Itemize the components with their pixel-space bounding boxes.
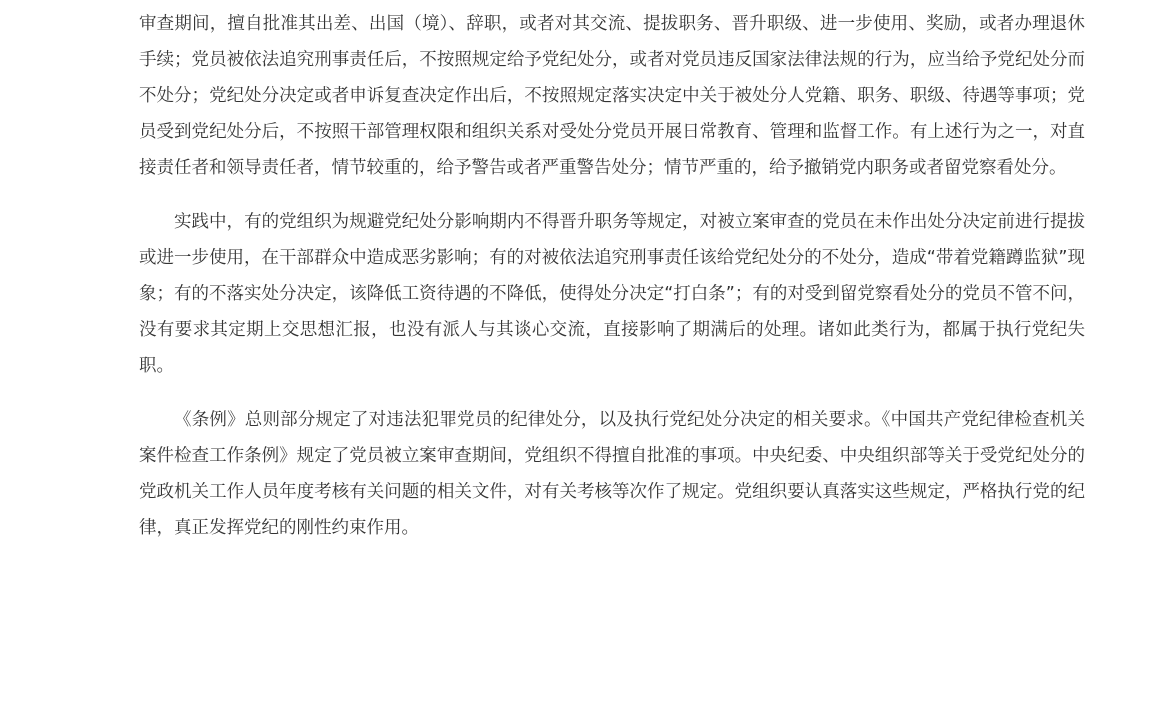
- article-paragraph-3: 《条例》总则部分规定了对违法犯罪党员的纪律处分，以及执行党纪处分决定的相关要求。《中国共产党纪律检查机关案件检查工作条例》规定了党员被立案审查期间，党组织不得擅自批准的事项。中央纪委、中央组织部等关于受党纪处分的党政机关工作人员年度考核有关问题的相关文件，对有关考核等次作了规定。党组织要认真落实这些规定，严格执行党的纪律，真正发挥党纪的刚性约束作用。: [139, 410, 1085, 538]
- article-paragraph-1: 审查期间，擅自批准其出差、出国（境）、辞职，或者对其交流、提拔职务、晋升职级、进一步使用、奖励，或者办理退休手续；党员被依法追究刑事责任后，不按照规定给予党纪处分，或者对党员违反国家法律法规的行为，应当给予党纪处分而不处分；党纪处分决定或者申诉复查决定作出后，不按照规定落实决定中关于被处分人党籍、职务、职级、待遇等事项；党员受到党纪处分后，不按照干部管理权限和组织关系对受处分党员开展日常教育、管理和监督工作。有上述行为之一，对直接责任者和领导责任者，情节较重的，给予警告或者严重警告处分；情节严重的，给予撤销党内职务或者留党察看处分。: [139, 14, 1085, 178]
- article-body: [139, 6, 1085, 564]
- article-paragraph-2: 实践中，有的党组织为规避党纪处分影响期内不得晋升职务等规定，对被立案审查的党员在未作出处分决定前进行提拔或进一步使用，在干部群众中造成恶劣影响；有的对被依法追究刑事责任该给党纪处分的不处分，造成“带着党籍蹲监狱”现象；有的不落实处分决定，该降低工资待遇的不降低，使得处分决定“打白条”；有的对受到留党察看处分的党员不管不问，没有要求其定期上交思想汇报，也没有派人与其谈心交流，直接影响了期满后的处理。诸如此类行为，都属于执行党纪失职。: [139, 212, 1085, 376]
